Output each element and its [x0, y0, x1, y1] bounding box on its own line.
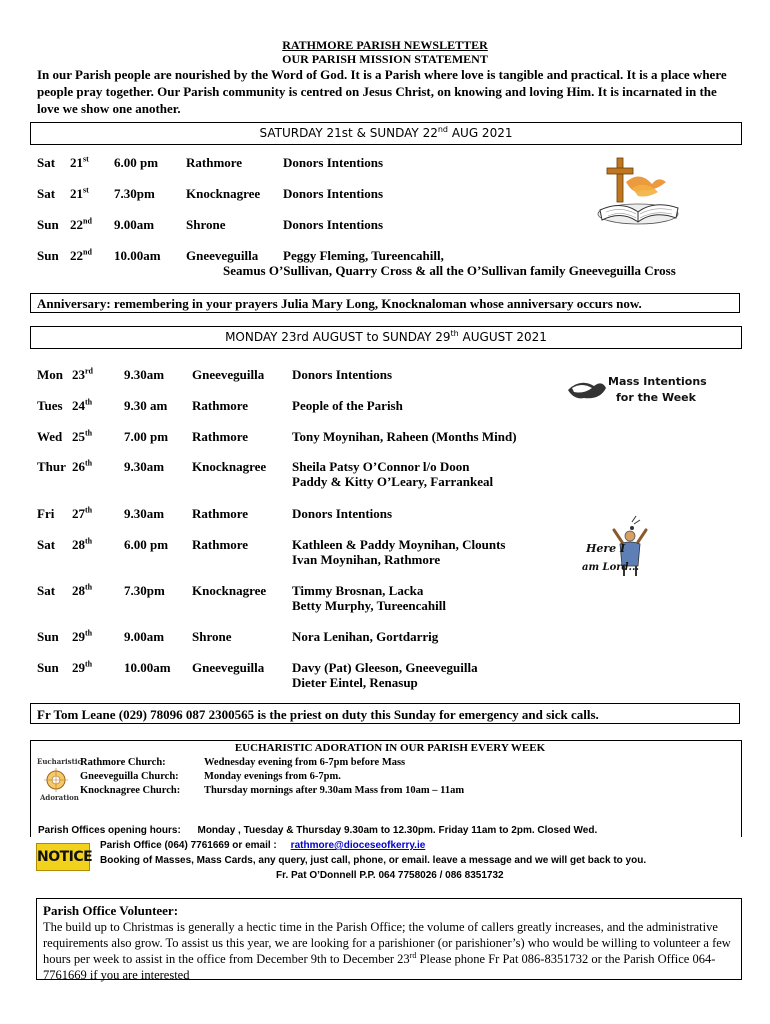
row-date-number: 21 — [70, 155, 83, 170]
office-contact-line — [100, 838, 425, 853]
row-date-suffix: th — [85, 582, 93, 592]
volunteer-text-sup: rd — [409, 950, 417, 960]
row-intention: Nora Lenihan, Gortdarrig — [292, 629, 439, 644]
row-date-suffix: th — [85, 428, 93, 438]
row-date-suffix: rd — [85, 366, 93, 376]
row-intention: Donors Intentions — [292, 506, 393, 521]
schedule-row — [0, 660, 770, 696]
adoration-time: Thursday mornings after 9.30am Mass from 10am – 11am — [204, 785, 465, 796]
row-date-number: 25 — [72, 429, 85, 444]
row-intention: People of the Parish — [292, 398, 403, 413]
newsletter-title: RATHMORE PARISH NEWSLETTER — [282, 38, 488, 52]
office-booking-line: Booking of Masses, Mass Cards, any query, just call, phone, or email. leave a message and we will get back to you. — [100, 855, 647, 866]
row-date-number: 27 — [72, 506, 85, 521]
weekend-heading-end: AUG 2021 — [448, 126, 513, 140]
mission-title: OUR PARISH MISSION STATEMENT — [282, 52, 488, 66]
row-date-suffix: st — [83, 185, 89, 195]
row-intention: Donors Intentions — [283, 155, 384, 170]
row-day: Sun — [37, 660, 59, 675]
volunteer-text-2: Please phone Fr Pat 086-8351732 or the Parish Office 064-7761669 if you are interested — [43, 952, 716, 982]
row-time: 7.00 pm — [124, 429, 169, 444]
row-day: Mon — [37, 367, 63, 382]
row-time: 10.00am — [114, 248, 161, 263]
schedule-row — [0, 459, 770, 495]
row-intention: Tony Moynihan, Raheen (Months Mind) — [292, 429, 517, 444]
row-date — [72, 537, 92, 553]
office-email-link[interactable]: rathmore@dioceseofkerry.ie — [290, 840, 426, 851]
row-time: 9.30 am — [124, 398, 168, 413]
adoration-image — [36, 756, 82, 802]
adoration-image-label-1: Eucharistic — [37, 757, 82, 766]
row-church: Knocknagree — [192, 583, 267, 598]
office-pp-line: Fr. Pat O’Donnell P.P. 064 7758026 / 086 8351732 — [276, 870, 504, 881]
row-date — [72, 459, 92, 475]
row-date-number: 22 — [70, 217, 83, 232]
row-date — [72, 506, 92, 522]
row-date — [72, 660, 92, 676]
row-church: Rathmore — [192, 398, 249, 413]
row-time: 7.30pm — [114, 186, 155, 201]
row-church: Rathmore — [186, 155, 243, 170]
row-date-suffix: th — [85, 397, 93, 407]
row-time: 7.30pm — [124, 583, 165, 598]
notice-sign — [36, 843, 93, 871]
row-church: Knocknagree — [186, 186, 261, 201]
weekend-heading — [30, 122, 742, 145]
row-date-number: 29 — [72, 629, 85, 644]
adoration-church: Knocknagree Church: — [80, 785, 181, 796]
row-date-number: 28 — [72, 583, 85, 598]
row-intention: Peggy Fleming, Tureencahill, — [283, 248, 444, 263]
notice-label: NOTICE — [37, 849, 93, 865]
cross-bible-image — [592, 152, 682, 232]
mass-intentions-image — [564, 370, 707, 408]
row-time: 9.30am — [124, 367, 165, 382]
row-intention-2: Seamus O’Sullivan, Quarry Cross & all the O’Sullivan family Gneeveguilla Cross — [223, 263, 676, 278]
priest-on-duty-text: Fr Tom Leane (029) 78096 087 2300565 is the priest on duty this Sunday for emergency and sick calls. — [37, 707, 599, 722]
row-date-suffix: nd — [83, 216, 92, 226]
row-date-number: 29 — [72, 660, 85, 675]
volunteer-box — [36, 898, 742, 980]
row-church: Rathmore — [192, 506, 249, 521]
office-hours-line — [38, 823, 597, 838]
row-date — [70, 155, 89, 171]
row-intention: Donors Intentions — [292, 367, 393, 382]
row-time: 9.00am — [114, 217, 155, 232]
row-church: Shrone — [192, 629, 232, 644]
row-church: Rathmore — [192, 537, 249, 552]
priest-on-duty-box — [30, 703, 740, 724]
adoration-heading: EUCHARISTIC ADORATION IN OUR PARISH EVERY WEEK — [234, 742, 546, 754]
row-day: Thur — [37, 459, 66, 474]
row-day: Sat — [37, 583, 56, 598]
row-church: Rathmore — [192, 429, 249, 444]
row-day: Sun — [37, 629, 59, 644]
week-heading — [30, 326, 742, 349]
adoration-church: Rathmore Church: — [80, 757, 166, 768]
row-church: Gneeveguilla — [192, 660, 265, 675]
row-intention-2: Ivan Moynihan, Rathmore — [292, 552, 441, 567]
office-hours-label: Parish Offices opening hours: — [38, 825, 181, 836]
row-date — [72, 583, 92, 599]
office-hours: Monday , Tuesday & Thursday 9.30am to 12.30pm. Friday 11am to 2pm. Closed Wed. — [197, 825, 598, 836]
row-date-suffix: th — [85, 536, 93, 546]
row-day: Wed — [37, 429, 63, 444]
row-time: 9.00am — [124, 629, 165, 644]
weekend-heading-sup: nd — [437, 125, 449, 134]
row-date — [70, 248, 92, 264]
row-time: 9.30am — [124, 506, 165, 521]
row-church: Knocknagree — [192, 459, 267, 474]
volunteer-title: Parish Office Volunteer: — [43, 903, 179, 918]
row-date-suffix: th — [85, 505, 93, 515]
row-date-number: 28 — [72, 537, 85, 552]
row-day: Sat — [37, 186, 56, 201]
svg-text:am Lord...: am Lord... — [582, 562, 639, 573]
row-date-suffix: st — [83, 154, 89, 164]
row-church: Shrone — [186, 217, 226, 232]
week-heading-text: MONDAY 23rd AUGUST to SUNDAY 29 — [225, 330, 451, 344]
volunteer-text-1: The build up to Christmas is generally a hectic time in the Parish Office; the volume of callers greatly increases, and the administrative requirements also grow. To assist us this year, we are looking for a parishioner (or parishioner’s) who would be willing to volunteer a few hours per week to assist in the office from December 9th to December 23 — [43, 920, 731, 966]
mission-text: In our Parish people are nourished by the Word of God. It is a Parish where love is tangible and practical. It is a place where people pray together. Our Parish community is centred on Jesus Christ, on knowing and loving Him. It is incarnated in the love we show one another. — [37, 67, 727, 116]
weekend-heading-text: SATURDAY 21st & SUNDAY 22 — [259, 126, 438, 140]
row-time: 9.30am — [124, 459, 165, 474]
schedule-row — [0, 248, 770, 284]
row-date — [72, 367, 93, 383]
row-date — [70, 186, 89, 202]
row-date-suffix: th — [85, 659, 93, 669]
anniversary-text: Anniversary: remembering in your prayers Julia Mary Long, Knocknaloman whose anniversary occurs now. — [37, 296, 642, 311]
row-intention-2: Betty Murphy, Tureencahill — [292, 598, 446, 613]
office-contact-prefix: Parish Office (064) 7761669 or email : — [100, 840, 277, 851]
row-church: Gneeveguilla — [192, 367, 265, 382]
schedule-row — [0, 583, 770, 619]
volunteer-text — [43, 919, 735, 983]
row-church: Gneeveguilla — [186, 248, 259, 263]
week-heading-end: AUGUST 2021 — [458, 330, 547, 344]
row-date-number: 22 — [70, 248, 83, 263]
anniversary-box — [30, 293, 740, 313]
row-intention-2: Dieter Eintel, Renasup — [292, 675, 418, 690]
row-intention: Kathleen & Paddy Moynihan, Clounts — [292, 537, 506, 552]
row-time: 10.00am — [124, 660, 171, 675]
row-date — [70, 217, 92, 233]
row-day: Sun — [37, 248, 59, 263]
row-intention: Timmy Brosnan, Lacka — [292, 583, 424, 598]
mass-intentions-label-1: Mass Intentions — [608, 375, 707, 388]
row-time: 6.00 pm — [114, 155, 159, 170]
row-date — [72, 398, 92, 414]
adoration-church: Gneeveguilla Church: — [80, 771, 179, 782]
row-day: Fri — [37, 506, 55, 521]
row-date-number: 23 — [72, 367, 85, 382]
row-date-suffix: th — [85, 458, 93, 468]
row-intention: Donors Intentions — [283, 217, 384, 232]
row-date — [72, 429, 92, 445]
row-intention: Davy (Pat) Gleeson, Gneeveguilla — [292, 660, 478, 675]
row-date-number: 24 — [72, 398, 85, 413]
row-date — [72, 629, 92, 645]
row-intention: Donors Intentions — [283, 186, 384, 201]
row-day: Sat — [37, 537, 56, 552]
here-i-am-lord-image — [580, 514, 670, 582]
row-date-suffix: th — [85, 628, 93, 638]
row-day: Sat — [37, 155, 56, 170]
adoration-time: Monday evenings from 6-7pm. — [204, 771, 341, 782]
row-day: Sun — [37, 217, 59, 232]
row-date-number: 26 — [72, 459, 85, 474]
row-date-number: 21 — [70, 186, 83, 201]
week-heading-sup: th — [450, 329, 459, 338]
adoration-image-label-2: Adoration — [40, 793, 79, 802]
row-intention: Sheila Patsy O’Connor l/o Doon — [292, 459, 470, 474]
row-time: 6.00 pm — [124, 537, 169, 552]
adoration-time: Wednesday evening from 6-7pm before Mass — [204, 757, 406, 768]
svg-text:Here I: Here I — [586, 542, 626, 555]
row-day: Tues — [37, 398, 63, 413]
row-intention-2: Paddy & Kitty O’Leary, Farrankeal — [292, 474, 494, 489]
row-date-suffix: nd — [83, 247, 92, 257]
mass-intentions-label-2: for the Week — [616, 391, 696, 404]
